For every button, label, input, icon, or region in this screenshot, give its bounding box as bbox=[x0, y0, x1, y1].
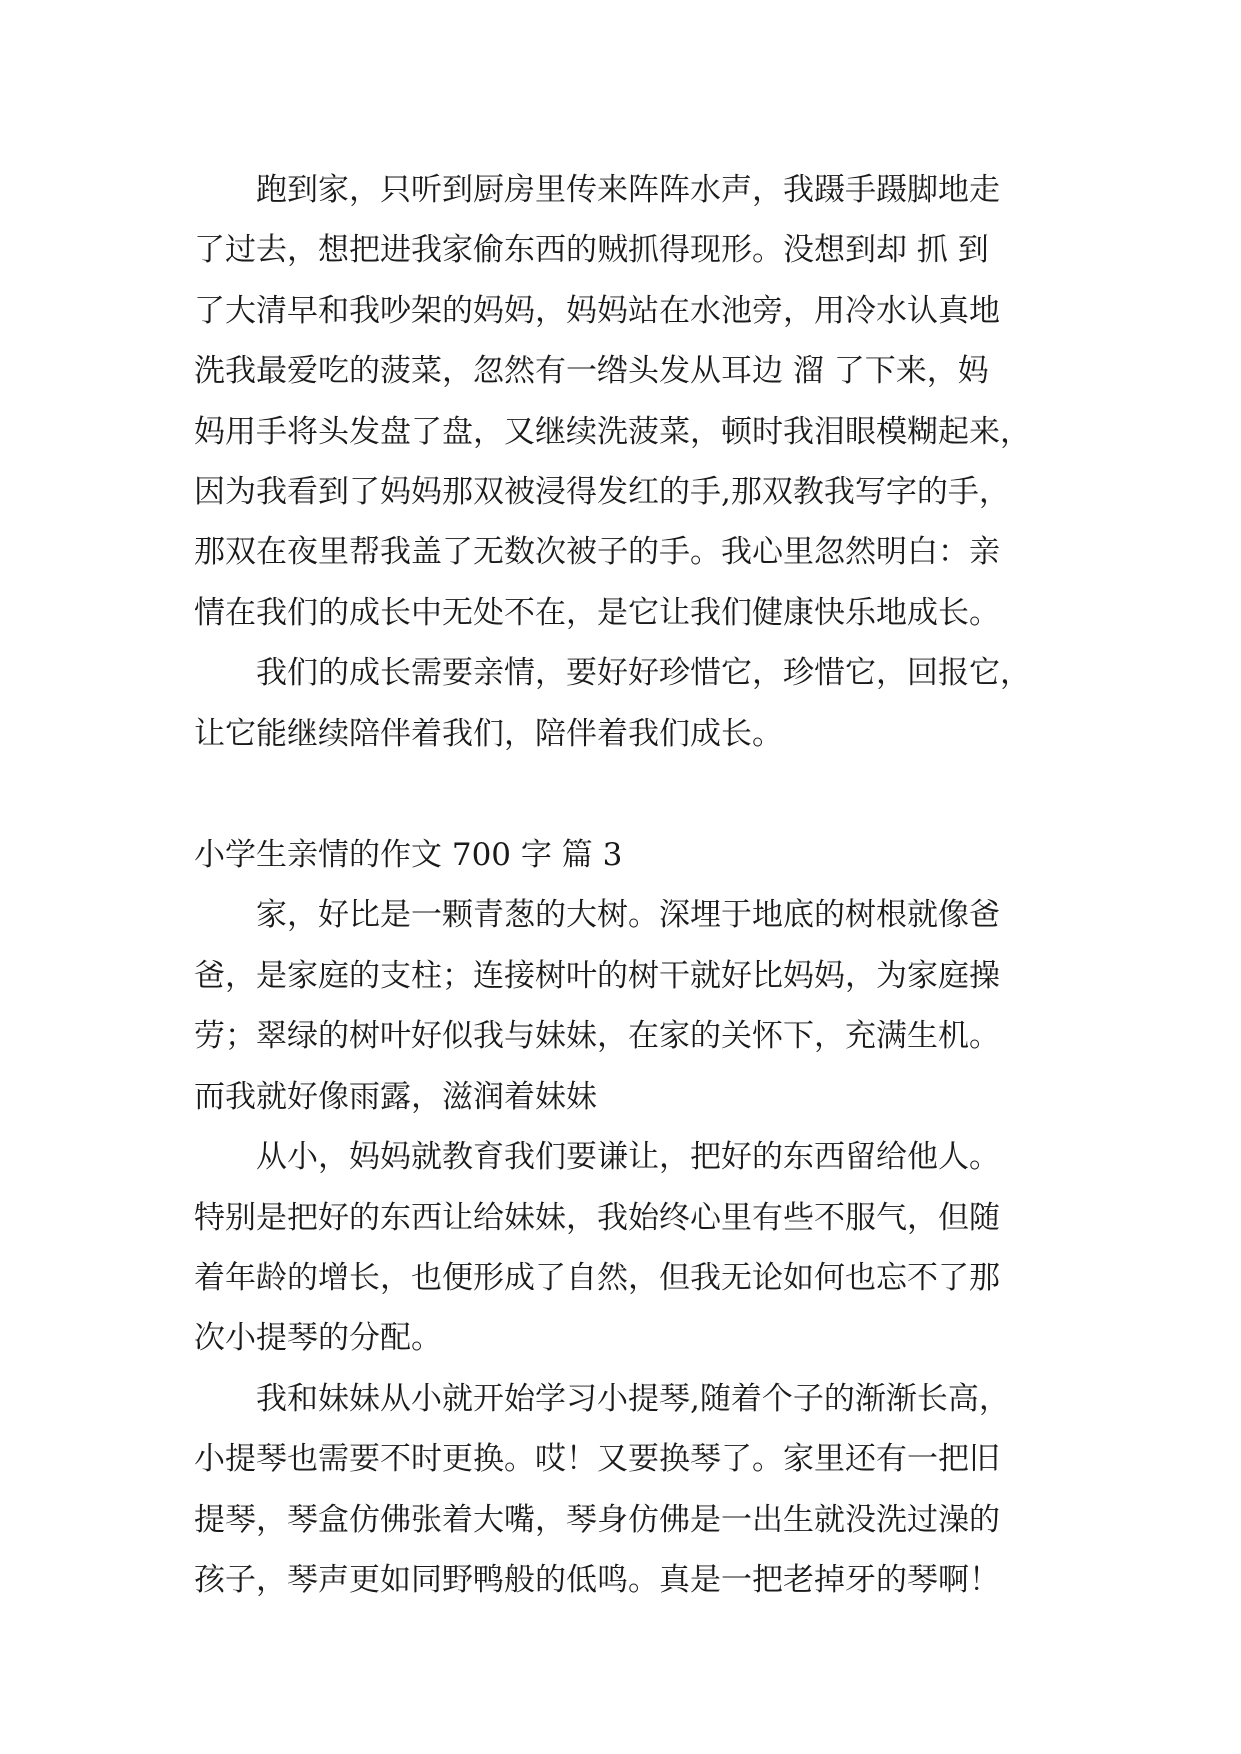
text-line: 次小提琴的分配。 bbox=[194, 1320, 442, 1357]
text-line: 着年龄的增长，也便形成了自然，但我无论如何也忘不了那 bbox=[194, 1259, 1000, 1296]
text-line: 提琴，琴盒仿佛张着大嘴，琴身仿佛是一出生就没洗过澡的 bbox=[194, 1501, 1000, 1538]
text-line: 让它能继续陪伴着我们，陪伴着我们成长。 bbox=[194, 715, 783, 752]
document-page bbox=[194, 160, 1078, 1610]
text-line: 爸，是家庭的支柱；连接树叶的树干就好比妈妈，为家庭操 bbox=[194, 957, 1000, 994]
text-line: 从小，妈妈就教育我们要谦让，把好的东西留给他人。 bbox=[256, 1139, 1000, 1176]
text-line: 了大清早和我吵架的妈妈，妈妈站在水池旁，用冷水认真地 bbox=[194, 292, 1000, 329]
text-line: 我们的成长需要亲情，要好好珍惜它，珍惜它，回报它， bbox=[256, 655, 1031, 692]
text-line: 而我就好像雨露，滋润着妹妹 bbox=[194, 1078, 597, 1115]
paragraph-3 bbox=[194, 885, 1078, 1127]
text-line: 洗我最爱吃的菠菜，忽然有一绺头发从耳边 溜 了下来，妈 bbox=[194, 353, 989, 390]
text-line: 跑到家，只听到厨房里传来阵阵水声，我蹑手蹑脚地走 bbox=[256, 172, 1000, 208]
paragraph-1 bbox=[194, 160, 1078, 643]
paragraph-2 bbox=[194, 643, 1078, 764]
section-heading: 小学生亲情的作文 700 字 篇 3 bbox=[194, 837, 623, 874]
text-line: 孩子，琴声更如同野鸭般的低鸣。真是一把老掉牙的琴啊！ bbox=[194, 1561, 1000, 1598]
paragraph-4 bbox=[194, 1127, 1078, 1369]
text-line: 因为我看到了妈妈那双被浸得发红的手,那双教我写字的手， bbox=[194, 474, 1010, 511]
text-line: 劳；翠绿的树叶好似我与妹妹，在家的关怀下，充满生机。 bbox=[194, 1018, 1000, 1055]
text-line: 情在我们的成长中无处不在，是它让我们健康快乐地成长。 bbox=[194, 594, 1000, 631]
text-line: 家，好比是一颗青葱的大树。深埋于地底的树根就像爸 bbox=[256, 897, 1000, 934]
text-line: 我和妹妹从小就开始学习小提琴,随着个子的渐渐长高， bbox=[256, 1380, 1010, 1417]
text-line: 了过去，想把进我家偷东西的贼抓得现形。没想到却 抓 到 bbox=[194, 232, 989, 269]
text-line: 那双在夜里帮我盖了无数次被子的手。我心里忽然明白：亲 bbox=[194, 534, 1000, 571]
text-line: 妈用手将头发盘了盘，又继续洗菠菜，顿时我泪眼模糊起来， bbox=[194, 413, 1031, 450]
text-line: 小提琴也需要不时更换。哎！又要换琴了。家里还有一把旧 bbox=[194, 1441, 1000, 1478]
text-line: 特别是把好的东西让给妹妹，我始终心里有些不服气，但随 bbox=[194, 1199, 1000, 1236]
paragraph-5 bbox=[194, 1369, 1078, 1611]
